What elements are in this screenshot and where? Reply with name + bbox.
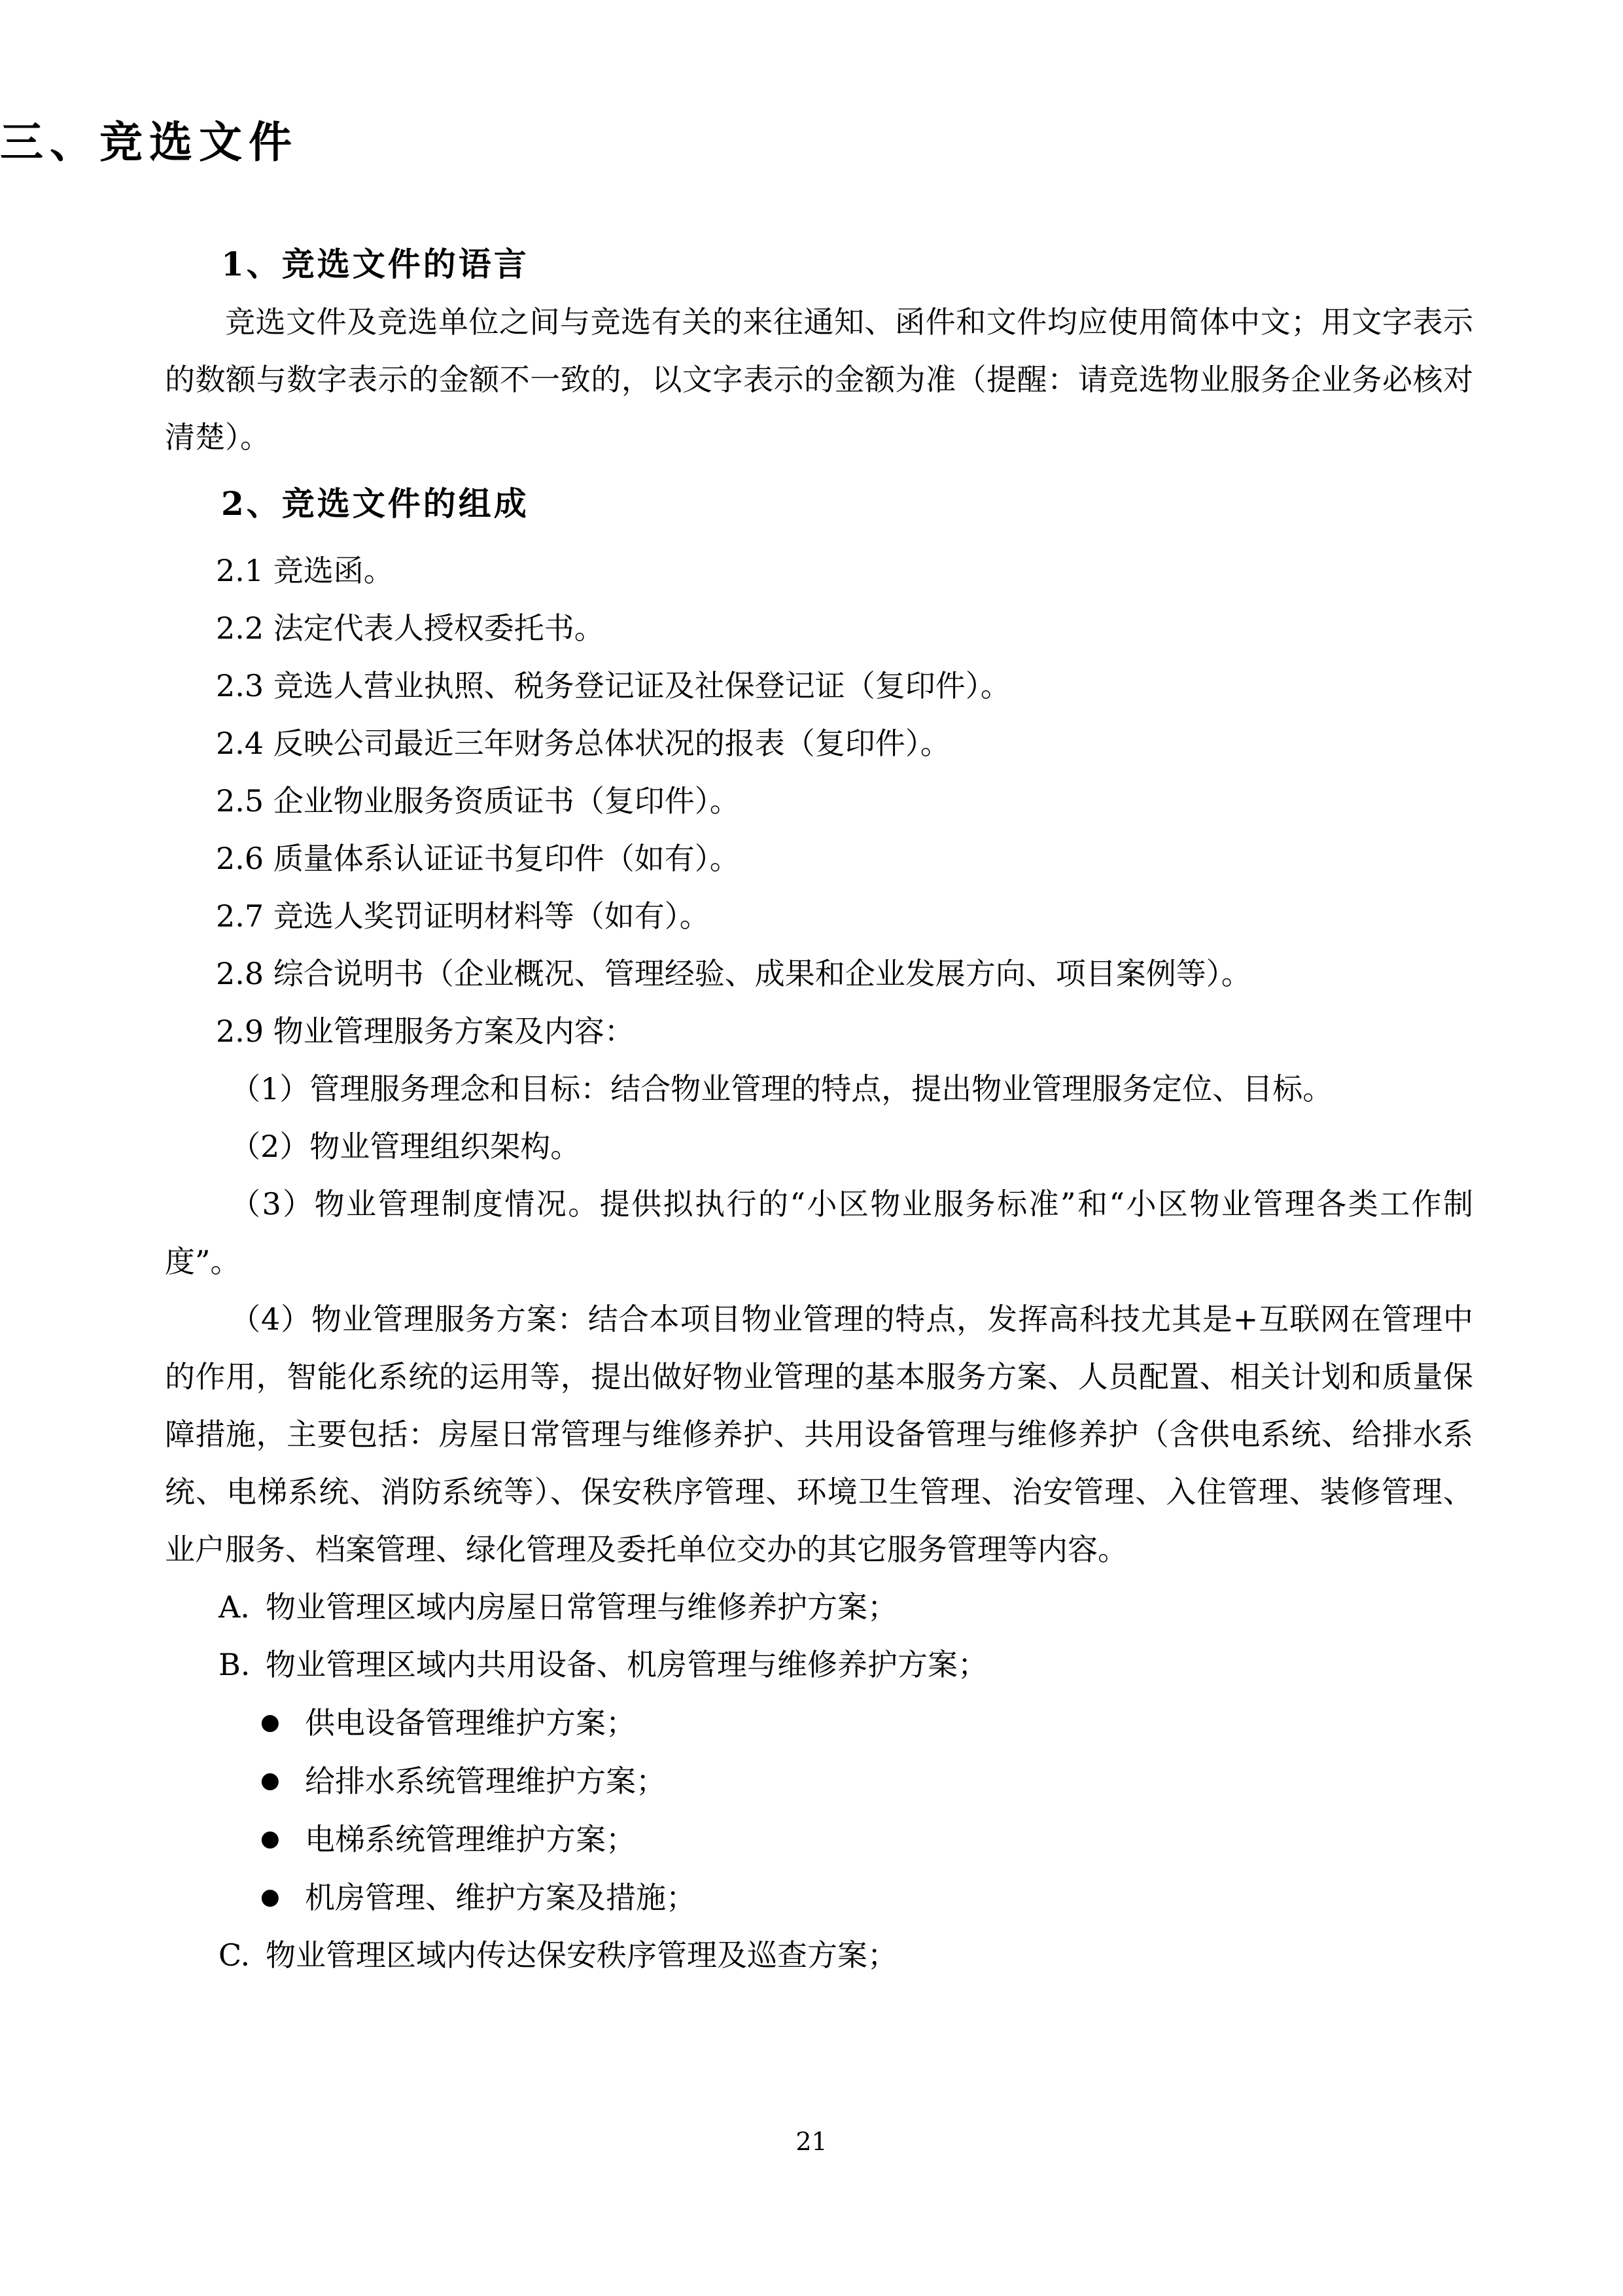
list-item: （2）物业管理组织架构。: [230, 1129, 581, 1164]
list-item: 2.7 竞选人奖罚证明材料等（如有）。: [216, 898, 710, 934]
list-item-label: 物业管理区域内共用设备、机房管理与维修养护方案；: [266, 1647, 988, 1682]
page-number: 21: [795, 2127, 828, 2156]
list-item-label: 给排水系统管理维护方案；: [305, 1763, 666, 1799]
list-item: （1）管理服务理念和目标：结合物业管理的特点，提出物业管理服务定位、目标。: [230, 1071, 1333, 1106]
list-marker: C.: [218, 1937, 251, 1973]
list-item: 2.4 反映公司最近三年财务总体状况的报表（复印件）。: [216, 726, 951, 761]
list-item-label: 物业管理区域内传达保安秩序管理及巡查方案；: [266, 1937, 898, 1973]
list-item: 2.2 法定代表人授权委托书。: [216, 610, 604, 646]
list-marker: A.: [218, 1589, 250, 1625]
page-title: 三、竞选文件: [0, 116, 298, 168]
list-item: 2.6 质量体系认证证书复印件（如有）。: [216, 841, 740, 876]
paragraph-service-plan: （4）物业管理服务方案：结合本项目物业管理的特点，发挥高科技尤其是+互联网在管理中的作用，智能化系统的运用等，提出做好物业管理的基本服务方案、人员配置、相关计划和质量保障措施，主要包括：房屋日常管理与维修养护、共用设备管理与维修养护（含供电系统、给排水系统、电梯系统、消防系统等）、保安秩序管理、环境卫生管理、治安管理、入住管理、装修管理、业户服务、档案管理、绿化管理及委托单位交办的其它服务管理等内容。: [165, 1301, 1473, 1567]
list-marker: B.: [218, 1647, 251, 1682]
list-item: [165, 1752, 1473, 1810]
paragraph-language: 竞选文件及竞选单位之间与竞选有关的来往通知、函件和文件均应使用简体中文；用文字表示的数额与数字表示的金额不一致的，以文字表示的金额为准（提醒：请竞选物业服务企业务必核对清楚）。: [165, 304, 1473, 455]
bullet-icon: ●: [260, 1826, 280, 1852]
list-item: （3）物业管理制度情况。提供拟执行的“小区物业服务标准”和“小区物业管理各类工作制度”。: [165, 1186, 1473, 1279]
list-item: 2.5 企业物业服务资质证书（复印件）。: [216, 783, 740, 819]
list-item: 2.9 物业管理服务方案及内容：: [216, 1014, 635, 1049]
bullet-icon: ●: [260, 1884, 280, 1910]
document-body: [165, 236, 1473, 1984]
subsection-heading-language: 1、竞选文件的语言: [221, 245, 529, 283]
list-item: [165, 1693, 1473, 1752]
list-item: 2.1 竞选函。: [216, 553, 394, 588]
list-item-label: 物业管理区域内房屋日常管理与维修养护方案；: [266, 1589, 898, 1625]
list-item: 2.3 竞选人营业执照、税务登记证及社保登记证（复印件）。: [216, 668, 1011, 703]
list-item: [165, 1578, 1473, 1636]
list-item: [165, 1636, 1473, 1693]
list-item-label: 电梯系统管理维护方案；: [305, 1822, 636, 1857]
list-item: [165, 1868, 1473, 1926]
list-item-label: 供电设备管理维护方案；: [305, 1705, 636, 1740]
bullet-icon: ●: [260, 1709, 280, 1735]
list-item: [165, 1926, 1473, 1984]
list-item: [165, 1810, 1473, 1868]
bullet-icon: ●: [260, 1767, 280, 1793]
list-item: 2.8 综合说明书（企业概况、管理经验、成果和企业发展方向、项目案例等）。: [216, 956, 1251, 991]
subsection-heading-composition: 2、竞选文件的组成: [221, 484, 529, 523]
list-item-label: 机房管理、维护方案及措施；: [305, 1880, 696, 1915]
